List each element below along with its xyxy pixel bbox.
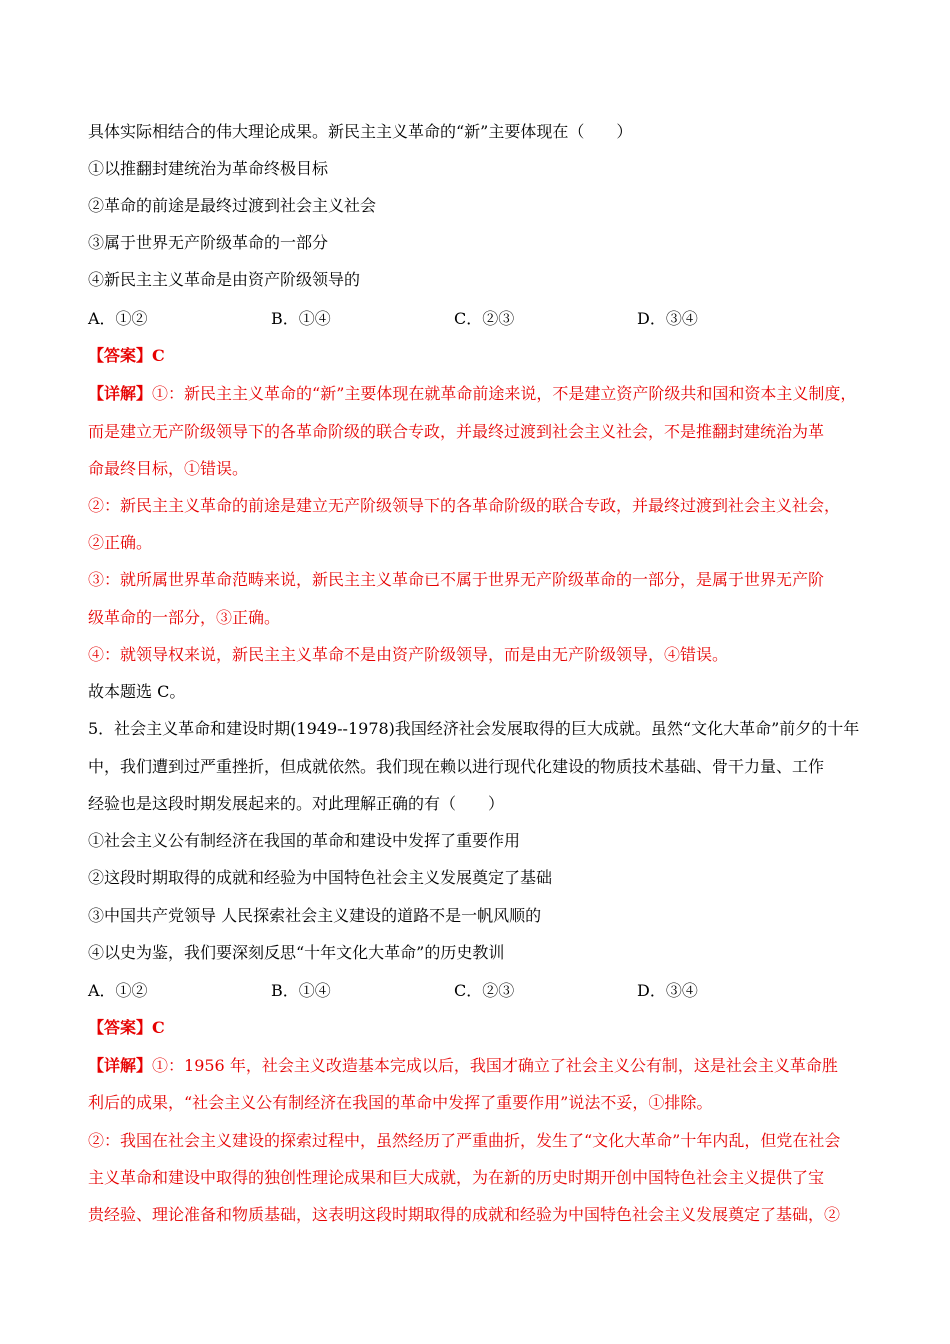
q4-conclusion: 故本题选 C。: [88, 682, 186, 701]
q5-answer-label: 【答案】: [88, 1018, 153, 1037]
q4-options: [88, 309, 878, 329]
q5-stem-line-1: 5．社会主义革命和建设时期(1949--1978)我国经济社会发展取得的巨大成就。虽然“文化大革命”前夕的十年: [88, 719, 860, 738]
q4-item-1: ①以推翻封建统治为革命终极目标: [88, 159, 329, 178]
q5-stem-line-3: 经验也是这段时期发展起来的。对此理解正确的有（ ）: [88, 794, 505, 813]
q4-explain-label: 【详解】: [88, 384, 153, 403]
q4-item-4: ④新民主主义革命是由资产阶级领导的: [88, 270, 361, 289]
q5-item-2: ②这段时期取得的成就和经验为中国特色社会主义发展奠定了基础: [88, 868, 553, 887]
q4-explanation-line-7: 级革命的一部分，③正确。: [88, 608, 281, 627]
q5-explanation-line-4: 主义革命和建设中取得的独创性理论成果和巨大成就，为在新的历史时期开创中国特色社会主义提供了宝: [88, 1168, 825, 1187]
q4-item-2: ②革命的前途是最终过渡到社会主义社会: [88, 196, 377, 215]
q4-answer-value: C: [152, 346, 165, 365]
q4-stem: 具体实际相结合的伟大理论成果。新民主主义革命的“新”主要体现在（ ）: [88, 122, 633, 141]
q4-option-d: D．③④: [637, 309, 698, 328]
q4-explanation-line-3: 命最终目标，①错误。: [88, 459, 249, 478]
q4-explanation-line-8: ④：就领导权来说，新民主主义革命不是由资产阶级领导，而是由无产阶级领导，④错误。: [88, 645, 729, 664]
q5-explanation-line-1: 【详解】①：1956 年，社会主义改造基本完成以后，我国才确立了社会主义公有制，这是社会主义革命胜: [88, 1056, 838, 1075]
q4-option-c: C．②③: [454, 309, 515, 328]
q5-item-4: ④以史为鉴，我们要深刻反思“十年文化大革命”的历史教训: [88, 943, 505, 962]
q5-explanation-line-3: ②：我国在社会主义建设的探索过程中，虽然经历了严重曲折，发生了“文化大革命”十年内乱，但党在社会: [88, 1131, 841, 1150]
q5-answer: [88, 1018, 878, 1038]
q4-item-3: ③属于世界无产阶级革命的一部分: [88, 233, 329, 252]
q5-explanation-line-5: 贵经验、理论准备和物质基础，这表明这段时期取得的成就和经验为中国特色社会主义发展奠定了基础，②: [88, 1205, 841, 1224]
q5-explain-label: 【详解】: [88, 1056, 153, 1075]
q5-option-a: A．①②: [88, 981, 148, 1000]
q4-explanation-line-6: ③：就所属世界革命范畴来说，新民主主义革命已不属于世界无产阶级革命的一部分，是属于世界无产阶: [88, 570, 825, 589]
q5-stem-line-2: 中，我们遭到过严重挫折，但成就依然。我们现在赖以进行现代化建设的物质技术基础、骨干力量、工作: [88, 757, 825, 776]
q4-explanation-line-4: ②：新民主主义革命的前途是建立无产阶级领导下的各革命阶级的联合专政，并最终过渡到社会主义社会，: [88, 496, 841, 515]
q5-options: [88, 981, 878, 1001]
q4-answer-label: 【答案】: [88, 346, 153, 365]
q4-explanation-line-5: ②正确。: [88, 533, 153, 552]
q5-option-c: C．②③: [454, 981, 515, 1000]
q5-option-d: D．③④: [637, 981, 698, 1000]
q4-explanation-line-2: 而是建立无产阶级领导下的各革命阶级的联合专政，并最终过渡到社会主义社会，不是推翻封建统治为革: [88, 422, 825, 441]
q5-option-b: B．①④: [271, 981, 331, 1000]
q5-item-3: ③中国共产党领导 人民探索社会主义建设的道路不是一帆风顺的: [88, 906, 542, 925]
q5-answer-value: C: [152, 1018, 165, 1037]
q4-answer: [88, 346, 878, 366]
q5-item-1: ①社会主义公有制经济在我国的革命和建设中发挥了重要作用: [88, 831, 521, 850]
q4-option-b: B．①④: [271, 309, 331, 328]
q4-option-a: A．①②: [88, 309, 148, 328]
q5-explanation-line-2: 利后的成果，“社会主义公有制经济在我国的革命中发挥了重要作用”说法不妥，①排除。: [88, 1093, 713, 1112]
q4-explanation-line-1: 【详解】①：新民主主义革命的“新”主要体现在就革命前途来说，不是建立资产阶级共和国和资本主义制度，: [88, 384, 857, 403]
